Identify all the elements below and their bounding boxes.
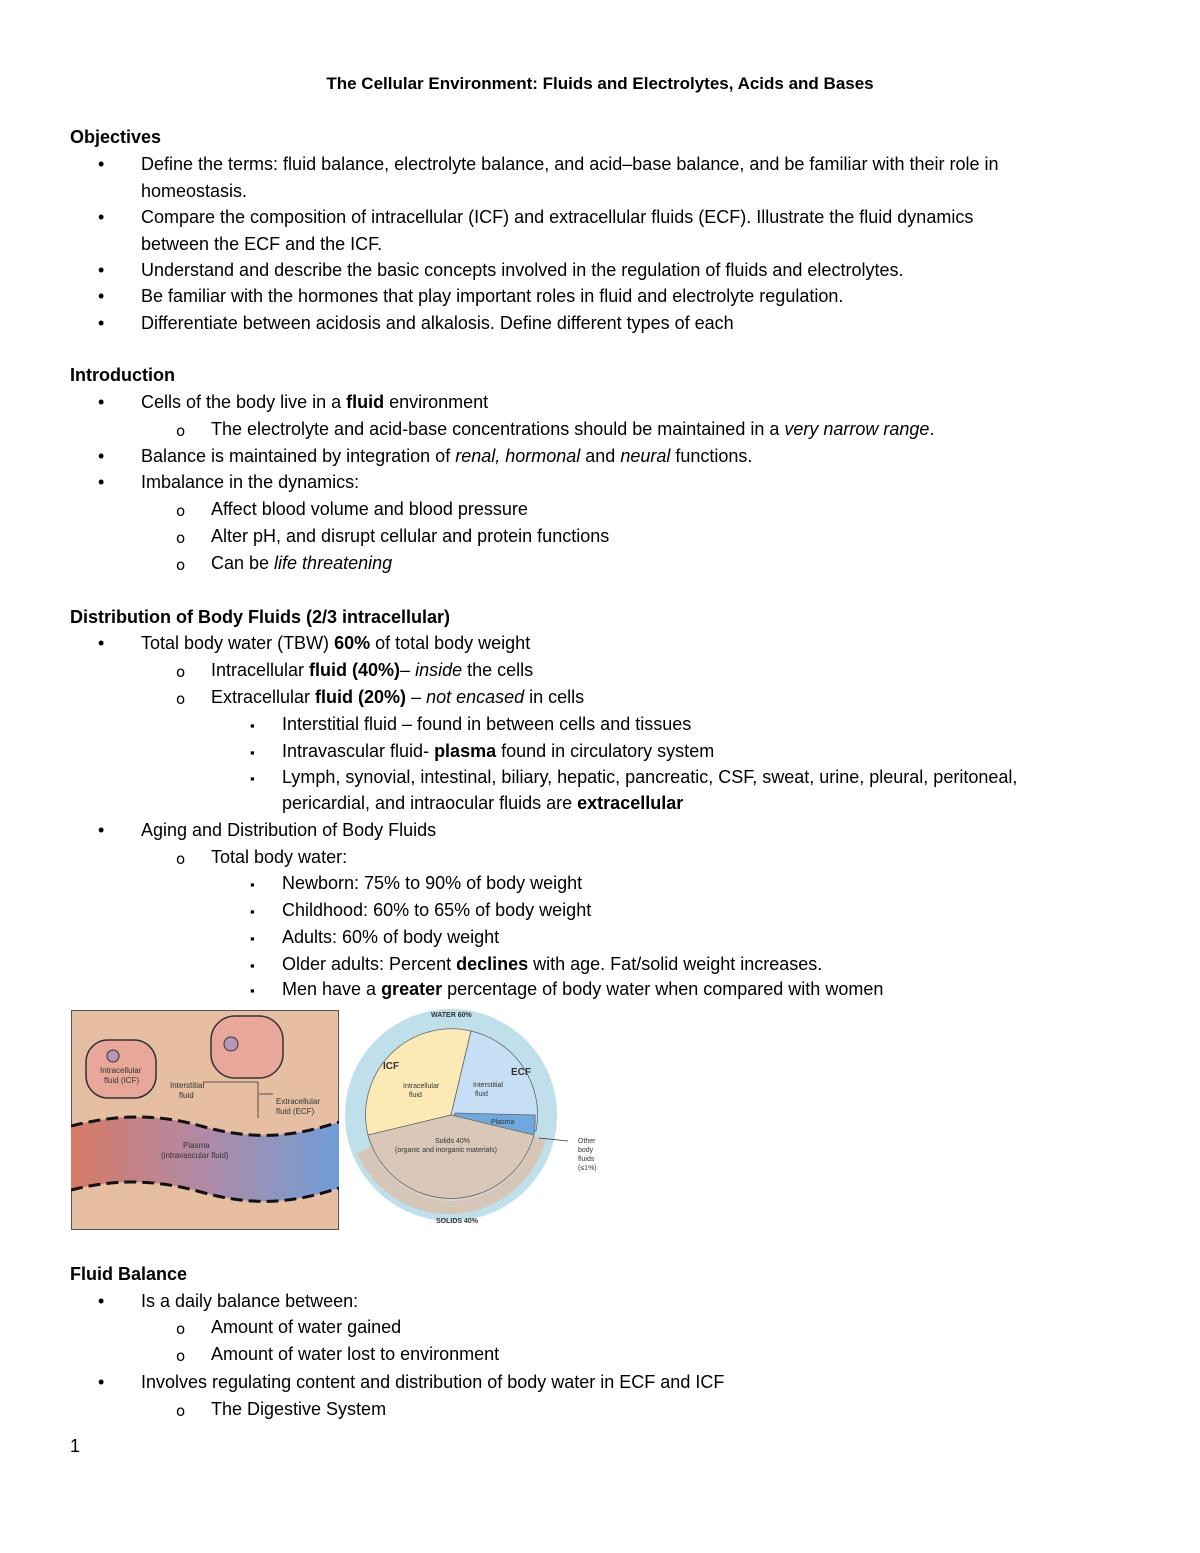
bullet-circle: o	[176, 1347, 186, 1365]
label-other-4: (≤1%)	[578, 1165, 597, 1172]
label-interstitial: Interstitial	[170, 1081, 205, 1090]
fluid-balance-heading: Fluid Balance	[70, 1264, 188, 1284]
intro-item: Imbalance in the dynamics:	[141, 472, 360, 492]
bullet-square: ▪	[250, 771, 255, 786]
distribution-subsubitem: Lymph, synovial, intestinal, biliary, hepatic, pancreatic, CSF, sweat, urine, pleural, peritoneal,	[282, 767, 1018, 787]
objective-item: Be familiar with the hormones that play important roles in fluid and electrolyte regulation.	[141, 286, 844, 306]
label-solids-outer: SOLIDS 40%	[436, 1218, 479, 1225]
distribution-subsubitem: Interstitial fluid – found in between cells and tissues	[282, 714, 692, 734]
fluid-balance-item: Is a daily balance between:	[141, 1291, 359, 1311]
fluid-balance-subitem: Amount of water lost to environment	[211, 1344, 500, 1364]
bullet-disc: •	[98, 154, 105, 174]
distribution-subsubitem: Newborn: 75% to 90% of body weight	[282, 873, 583, 893]
bullet-disc: •	[98, 1372, 105, 1392]
label-ecf: Extracellular	[276, 1097, 321, 1106]
bullet-square: ▪	[250, 745, 255, 760]
page-number: 1	[70, 1436, 81, 1456]
label-other-2: body	[578, 1147, 594, 1154]
intro-subitem: Alter pH, and disrupt cellular and protein functions	[211, 526, 610, 546]
intro-subitem: Can be life threatening	[211, 553, 393, 573]
distribution-item: Aging and Distribution of Body Fluids	[141, 820, 437, 840]
bullet-square: ▪	[250, 718, 255, 733]
label-icf: Intracellular	[100, 1066, 142, 1075]
bullet-circle: o	[176, 690, 186, 708]
label-solids-2: (organic and inorganic materials)	[395, 1147, 497, 1154]
nucleus-left	[107, 1050, 119, 1062]
label-intracellular-2: fluid	[409, 1092, 422, 1099]
label-plasma: Plasma	[491, 1119, 515, 1126]
fluid-balance-item: Involves regulating content and distribution of body water in ECF and ICF	[141, 1372, 725, 1392]
label-intracellular: Intracellular	[403, 1083, 440, 1090]
bullet-disc: •	[98, 313, 105, 333]
objectives-heading: Objectives	[70, 127, 162, 147]
label-icf: ICF	[383, 1061, 400, 1072]
bullet-disc: •	[98, 1291, 105, 1311]
bullet-disc: •	[98, 260, 105, 280]
label-ecf-2: fluid (ECF)	[276, 1107, 315, 1116]
intro-subitem: Affect blood volume and blood pressure	[211, 499, 528, 519]
objective-item: Compare the composition of intracellular (ICF) and extracellular fluids (ECF). Illustrate the fluid dynamics	[141, 207, 974, 227]
distribution-subsubitem: Men have a greater percentage of body water when compared with women	[282, 979, 884, 999]
label-interstitial-2: fluid	[179, 1091, 194, 1100]
distribution-subsubitem: Childhood: 60% to 65% of body weight	[282, 900, 592, 920]
intro-item: Balance is maintained by integration of renal, hormonal and neural functions.	[141, 446, 753, 466]
introduction-heading: Introduction	[70, 365, 175, 385]
objective-item: Understand and describe the basic concepts involved in the regulation of fluids and electrolytes.	[141, 260, 904, 280]
objective-item-cont: homeostasis.	[141, 181, 248, 201]
distribution-subsubitem: Adults: 60% of body weight	[282, 927, 500, 947]
bullet-circle: o	[176, 422, 186, 440]
bullet-square: ▪	[250, 958, 255, 973]
bullet-circle: o	[176, 1320, 186, 1338]
distribution-heading: Distribution of Body Fluids (2/3 intracellular)	[70, 607, 451, 627]
distribution-subitem: Total body water:	[211, 847, 348, 867]
distribution-subitem: Intracellular fluid (40%)– inside the cells	[211, 660, 534, 680]
bullet-circle: o	[176, 556, 186, 574]
label-interstitial: Interstitial	[473, 1082, 503, 1089]
distribution-subsubitem-cont: pericardial, and intraocular fluids are extracellular	[282, 793, 684, 813]
fluid-compartments-figure	[71, 1010, 339, 1230]
nucleus-right	[224, 1037, 238, 1051]
objective-item-cont: between the ECF and the ICF.	[141, 234, 383, 254]
bullet-disc: •	[98, 820, 105, 840]
label-plasma: Plasma	[183, 1141, 210, 1150]
bullet-disc: •	[98, 446, 105, 466]
label-other-3: fluids	[578, 1156, 595, 1163]
body-water-pie-figure	[343, 1003, 605, 1229]
bullet-disc: •	[98, 392, 105, 412]
distribution-item: Total body water (TBW) 60% of total body weight	[141, 633, 531, 653]
objective-item: Define the terms: fluid balance, electrolyte balance, and acid–base balance, and be familiar with their role in	[141, 154, 999, 174]
bullet-square: ▪	[250, 983, 255, 998]
bullet-circle: o	[176, 502, 186, 520]
label-icf-2: fluid (ICF)	[104, 1076, 140, 1085]
cell-right	[211, 1016, 283, 1078]
bullet-circle: o	[176, 663, 186, 681]
label-solids: Solids 40%	[435, 1138, 471, 1145]
bullet-disc: •	[98, 633, 105, 653]
fluid-balance-subitem: The Digestive System	[211, 1399, 387, 1419]
intro-subitem: The electrolyte and acid-base concentrations should be maintained in a very narrow range.	[211, 419, 935, 439]
bullet-circle: o	[176, 1402, 186, 1420]
label-plasma-2: (intravascular fluid)	[161, 1151, 229, 1160]
bullet-circle: o	[176, 850, 186, 868]
label-water: WATER 60%	[431, 1012, 472, 1019]
bullet-disc: •	[98, 207, 105, 227]
bullet-disc: •	[98, 472, 105, 492]
label-ecf: ECF	[511, 1067, 531, 1078]
bullet-square: ▪	[250, 931, 255, 946]
label-other: Other	[578, 1138, 596, 1145]
distribution-subsubitem: Older adults: Percent declines with age. Fat/solid weight increases.	[282, 954, 823, 974]
bullet-square: ▪	[250, 877, 255, 892]
intro-item: Cells of the body live in a fluid environment	[141, 392, 489, 412]
objective-item: Differentiate between acidosis and alkalosis. Define different types of each	[141, 313, 734, 333]
bullet-disc: •	[98, 286, 105, 306]
fluid-balance-subitem: Amount of water gained	[211, 1317, 402, 1337]
bullet-square: ▪	[250, 904, 255, 919]
distribution-subsubitem: Intravascular fluid- plasma found in circulatory system	[282, 741, 715, 761]
bullet-circle: o	[176, 529, 186, 547]
distribution-subitem: Extracellular fluid (20%) – not encased in cells	[211, 687, 585, 707]
page-title: The Cellular Environment: Fluids and Electrolytes, Acids and Bases	[326, 74, 874, 93]
label-interstitial-2: fluid	[475, 1091, 488, 1098]
